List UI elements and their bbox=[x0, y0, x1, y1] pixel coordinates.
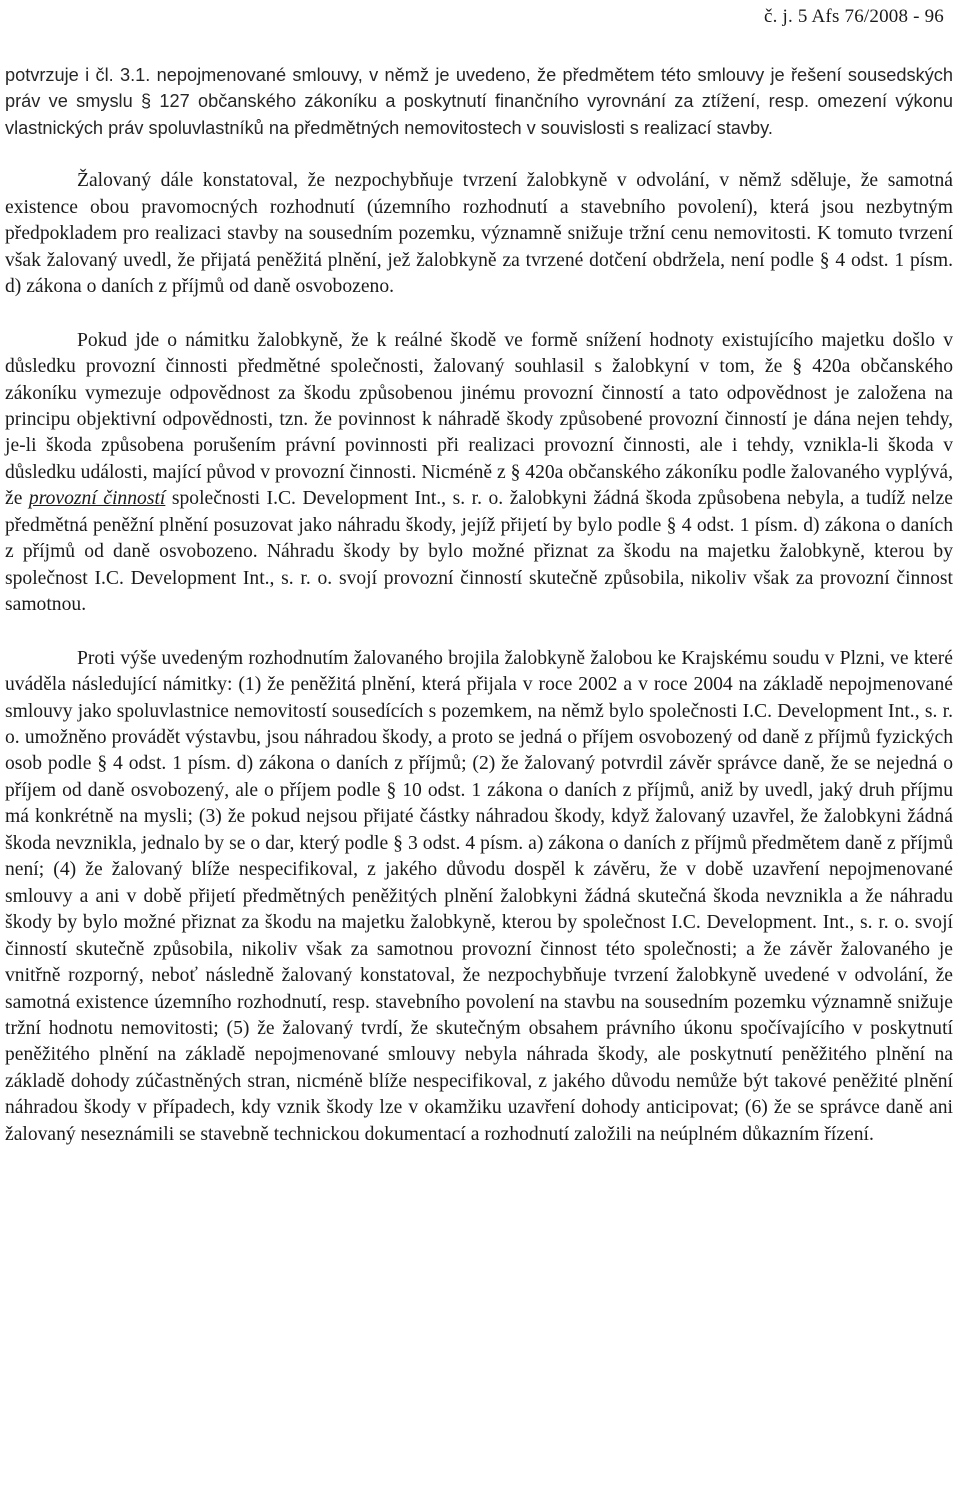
paragraph-contract-clause: potvrzuje i čl. 3.1. nepojmenované smlouvy, v němž je uvedeno, že předmětem této smlouvy je řešení sousedských práv ve smyslu § 127 občanského zákoníku a poskytnutí finančního vyrovnání za ztížení, resp. omezení výkonu vlastnických práv spoluvlastníků na předmětných nemovitostech v souvislosti s realizací stavby. bbox=[5, 65, 953, 138]
damage-objection-text-end: společnosti I.C. Development Int., s. r. o. žalobkyni žádná škoda způsobena nebyla, a tudíž nelze předmětná peněžní plnění posuzovat jako náhradu škody, jejíž přijetí by bylo podle § 4 odst. 1 písm. d) zákona o daních z příjmů od daně osvobozeno. Náhradu škody by bylo možné přiznat za škodu na majetku žalobkyně, kterou by společnost I.C. Development Int., s. r. o. svojí provozní činností skutečně způsobila, nikoliv však za provozní činnost samotnou. bbox=[5, 488, 954, 616]
damage-objection-text-start: Pokud jde o námitku žalobkyně, že k reálné škodě ve formě snížení hodnoty existujícího majetku došlo v důsledku provozní činnosti předmětné společnosti, žalovaný souhlasil s žalobkyní v tom, že § 420a občanského zákoníku vymezuje odpovědnost za škodu způsobenou jinému provozní činností a tato odpovědnost je založena na principu objektivní odpovědnosti, tzn. že povinnost k náhradě škody způsobené provozní činností je dána nejen tehdy, je-li škoda způsobena porušením právní povinnosti při realizaci provozní činnosti, ale i tehdy, vznikla-li škoda v důsledku události, mající původ v provozní činnosti. Nicméně z § 420a občanského zákoníku podle žalovaného vyplývá, že bbox=[5, 329, 953, 510]
document-body bbox=[5, 62, 953, 1148]
paragraph-lawsuit-objections: Proti výše uvedeným rozhodnutím žalovaného brojila žalobkyně žalobou ke Krajskému soudu v Plzni, ve které uváděla následující námitky: (1) že peněžitá plnění, která přijala v roce 2002 a v roce 2004 na základě nepojmenované smlouvy jako spoluvlastnice nemovitostí sousedících s pozemkem, na němž bylo společnosti I.C. Development Int., s. r. o. umožněno provádět výstavbu, jsou náhradou škody, a proto se jedná o příjem osvobozený od daně z příjmů fyzických osob podle § 4 odst. 1 písm. d) zákona o daních z příjmů; (2) že žalovaný potvrdil závěr správce daně, že se nejedná o příjem od daně osvobozený, ale o příjem podle § 10 odst. 1 zákona o daních z příjmů, aniž by uvedl, jaký druh příjmu má konkrétně na mysli; (3) že pokud nejsou přijaté částky náhradou škody, když žalovaný uzavřel, že žalobkyni žádná škoda nevznikla, jednalo by se o dar, který podle § 3 odst. 4 písm. a) zákona o daních z příjmů předmětem daně z příjmů není; (4) že žalovaný blíže nespecifikoval, z jakého důvodu dospěl k závěru, že v době uzavření nepojmenované smlouvy a ani v době přijetí předmětných peněžitých plnění žalobkyni žádná skutečná škoda nevznikla a že náhradu škody by bylo možné přiznat za škodu na majetku žalobkyně, kterou by společnost I.C. Development. Int., s. r. o. svojí činností skutečně způsobila, nikoliv však za samotnou provozní činnost této společnosti; a že závěr žalovaného je vnitřně rozporný, neboť následně žalovaný konstatoval, že nezpochybňuje tvrzení žalobkyně uvedené v odvolání, že samotná existence územního rozhodnutí, resp. stavebního povolení na stavbu na sousedním pozemku významně snižuje tržní hodnotu nemovitosti; (5) že žalovaný tvrdí, že skutečným obsahem právního úkonu spočívajícího v poskytnutí peněžitého plnění na základě nepojmenované smlouvy nebyla náhrada škody, ale poskytnutí peněžitého plnění na základě dohody zúčastněných stran, nicméně blíže nespecifikoval, z jakého důvodu nemůže být takové peněžité plnění náhradou škody v případech, kdy vznik škody lze v okamžiku uzavření dohody anticipovat; (6) že se správce daně ani žalovaný neseznámili se stavebně technickou dokumentací a rozhodnutí založili na neúplném důkazním řízení. bbox=[5, 647, 953, 1145]
case-reference: č. j. 5 Afs 76/2008 - 96 bbox=[763, 6, 944, 27]
paragraph-damage-objection bbox=[5, 328, 953, 619]
emphasized-phrase: provozní činností bbox=[28, 488, 166, 510]
paragraph-defendant-statement: Žalovaný dále konstatoval, že nezpochybňuje tvrzení žalobkyně v odvolání, v němž sděluje, že samotná existence obou pravomocných rozhodnutí (územního rozhodnutí a stavebního povolení), která jsou nezbytným předpokladem pro realizaci stavby na sousedním pozemku, významně snižuje tržní cenu nemovitosti. K tomuto tvrzení však žalovaný uvedl, že přijatá peněžitá plnění, jež žalobkyně za tvrzené dotčení obdržela, není podle § 4 odst. 1 písm. d) zákona o daních z příjmů od daně osvobozeno. bbox=[5, 170, 953, 298]
